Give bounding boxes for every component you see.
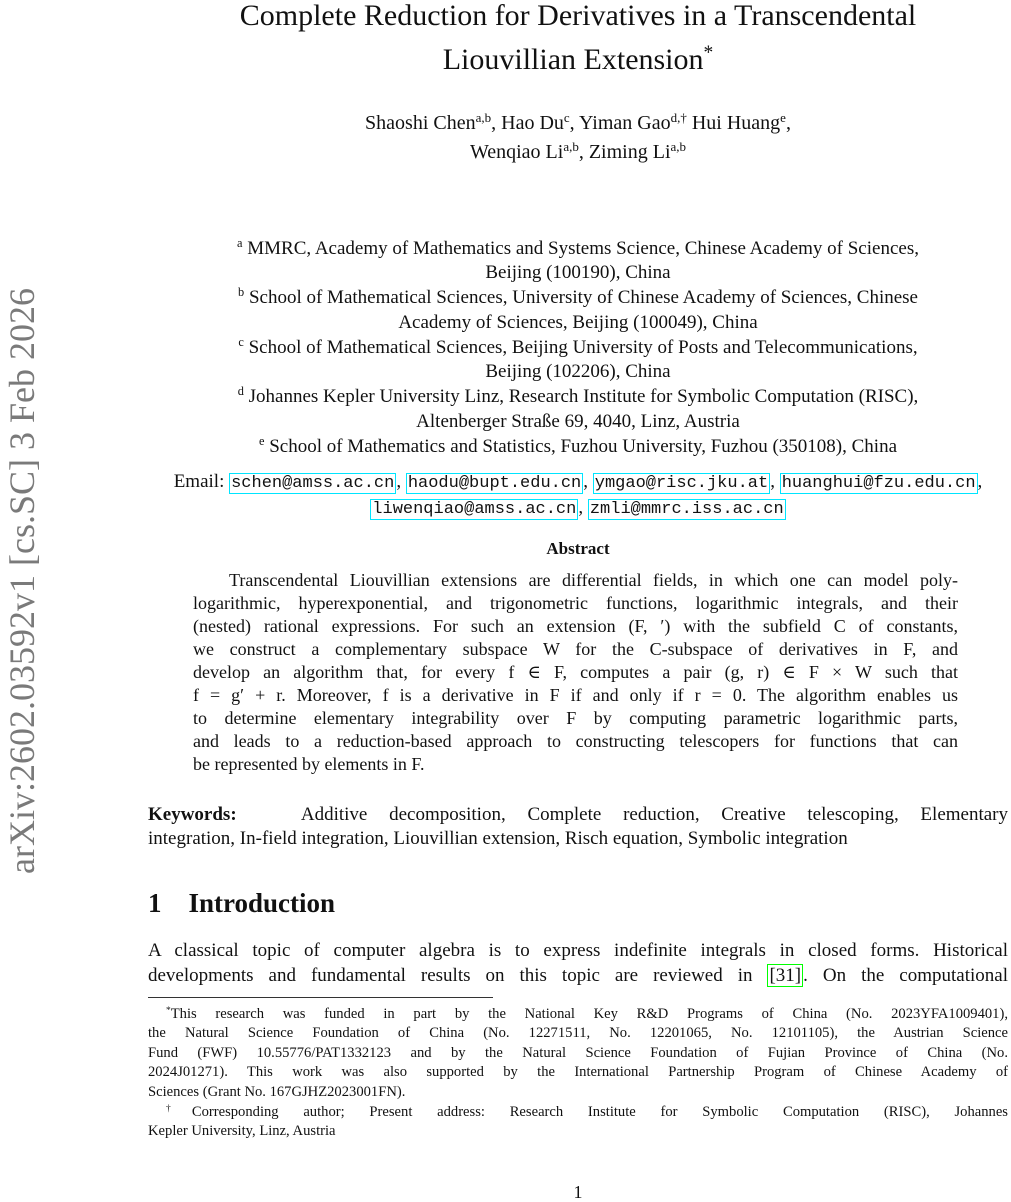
affiliation-a: $^a$ MMRC, Academy of Mathematics and Systems Science, Chinese Academy of Sciences,: [237, 236, 919, 259]
paper-title-line-2: Liouvillian Extension*: [442, 42, 714, 76]
paper-title-line-1: Complete Reduction for Derivatives in a Transcendental: [239, 0, 917, 32]
affiliation-b-cont: Academy of Sciences, Beijing (100049), China: [398, 312, 758, 333]
affiliation-c-cont: Beijing (102206), China: [485, 361, 671, 382]
footnote-line: Kepler University, Linz, Austria: [148, 1123, 336, 1139]
abstract-heading: Abstract: [546, 539, 610, 558]
email-line-1: Email: schen@amss.ac.cn , haodu@bupt.edu.cn , ymgao@risc.jku.at , huanghui@fzu.edu.cn ,: [173, 471, 983, 493]
author: Hao Du: [501, 112, 564, 134]
email-link[interactable]: ymgao@risc.jku.at: [594, 474, 769, 493]
abstract-line: we construct a complementary subspace W for the C-subspace of derivatives in F, and: [193, 639, 958, 659]
section-heading: 1 Introduction: [148, 888, 336, 918]
author: Shaoshi Chen: [365, 112, 476, 134]
email-line-2: liwenqiao@amss.ac.cn , zmli@mmrc.iss.ac.cn: [372, 497, 784, 519]
email-link[interactable]: huanghui@fzu.edu.cn: [781, 474, 976, 493]
affiliation-a-cont: Beijing (100190), China: [485, 262, 671, 283]
email-link[interactable]: schen@amss.ac.cn: [231, 474, 395, 493]
affiliation-d: $^d$ Johannes Kepler University Linz, Research Institute for Symbolic Computation (RISC),: [237, 384, 919, 407]
affiliation-b: $^b$ School of Mathematical Sciences, University of Chinese Academy of Sciences, Chinese: [238, 285, 918, 308]
arxiv-identifier: arXiv:2602.03592v1 [cs.SC] 3 Feb 2026: [2, 288, 42, 874]
footnote-line: Fund (FWF) 10.55776/PAT1332123 and by the Natural Science Foundation of Fujian Province of China (No.: [148, 1045, 1008, 1061]
keywords-line-2: integration, In-field integration, Liouvillian extension, Risch equation, Symbolic integration: [148, 828, 848, 849]
abstract-line: Transcendental Liouvillian extensions are differential fields, in which one can model poly-: [229, 570, 958, 590]
affiliation-d-cont: Altenberger Straße 69, 4040, Linz, Austria: [416, 411, 740, 432]
footnote-rule: [148, 997, 493, 998]
author-line-1: Shaoshi Chen$^{a,b}$, Hao Du$^c$, Yiman Gao$^{d,\dagger}$ Hui Huang$^e$,: [365, 109, 791, 134]
abstract-line: f = g′ + r. Moreover, f is a derivative in F if and only if r = 0. The algorithm enables us: [193, 685, 958, 705]
email-link[interactable]: liwenqiao@amss.ac.cn: [372, 500, 577, 519]
footnote-line: Sciences (Grant No. 167GJHZ2023001FN).: [148, 1084, 406, 1100]
affiliation-e: $^e$ School of Mathematics and Statistics, Fuzhou University, Fuzhou (350108), China: [258, 434, 898, 457]
abstract-line: (nested) rational expressions. For such an extension (F, ′) with the subfield C of constants,: [193, 616, 958, 636]
email-link[interactable]: zmli@mmrc.iss.ac.cn: [589, 500, 784, 519]
intro-line-1: A classical topic of computer algebra is to express indefinite integrals in closed forms. Historical: [148, 940, 1008, 961]
citation-link[interactable]: [31]: [769, 965, 802, 986]
author: Hui Huang: [691, 112, 781, 134]
author: Yiman Gao: [578, 112, 671, 134]
footnote-line: the Natural Science Foundation of China (No. 12271511, No. 12201065, No. 12101105), the Austrian Science: [148, 1025, 1008, 1041]
page-number: 1: [573, 1182, 583, 1202]
keywords-line-1: Keywords: Additive decomposition, Complete reduction, Creative telescoping, Elementary: [148, 804, 1009, 825]
abstract-line: and leads to a reduction-based approach to constructing telescopers for functions that can: [193, 731, 958, 751]
intro-line-2: developments and fundamental results on this topic are reviewed in [31] . On the computational: [148, 965, 1008, 986]
footnote-funding: *This research was funded in part by the National Key R&D Programs of China (No. 2023YFA1009401),: [166, 1005, 1008, 1022]
abstract-line: to determine elementary integrability over F by computing parametric logarithmic parts,: [193, 708, 958, 728]
footnote-corresponding: †Corresponding author; Present address: Research Institute for Symbolic Computation (RISC), Johannes: [166, 1103, 1008, 1120]
abstract-line: be represented by elements in F.: [193, 754, 425, 774]
affiliation-c: $^c$ School of Mathematical Sciences, Beijing University of Posts and Telecommunications,: [238, 335, 918, 358]
author-line-2: Wenqiao Li$^{a,b}$, Ziming Li$^{a,b}$: [469, 138, 687, 163]
abstract-line: logarithmic, hyperexponential, and trigonometric functions, logarithmic integrals, and their: [193, 593, 958, 613]
author: Wenqiao Li: [469, 141, 564, 163]
email-link[interactable]: haodu@bupt.edu.cn: [407, 474, 582, 493]
abstract-line: develop an algorithm that, for every f ∈ F, computes a pair (g, r) ∈ F × W such that: [193, 662, 958, 682]
footnote-line: 2024J01271). This work was also supported by the International Partnership Program of Chinese Academy of: [148, 1064, 1008, 1080]
author: Ziming Li: [588, 141, 671, 163]
